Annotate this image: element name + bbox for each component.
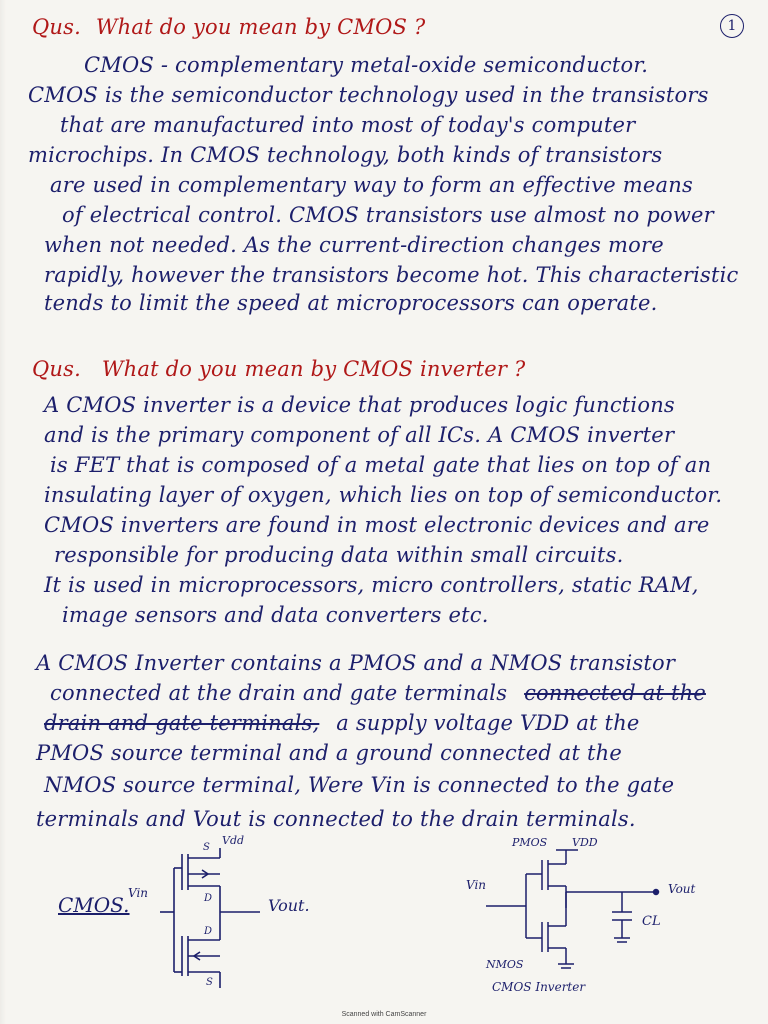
s1-line-7: rapidly, however the transistors become hot. This characteristic xyxy=(44,263,739,287)
s1-line-0: CMOS - complementary metal-oxide semiconductor. xyxy=(84,53,649,77)
s1-line-2: that are manufactured into most of today's computer xyxy=(60,113,636,137)
s2-line-4: CMOS inverters are found in most electronic devices and are xyxy=(44,513,710,537)
left-diagram-d-bottom: D xyxy=(204,926,213,937)
s2-p2-line-2-struck: drain and gate terminals, xyxy=(44,711,320,735)
s1-line-8: tends to limit the speed at microprocessors can operate. xyxy=(44,291,658,315)
s2-p2-line-1-struck: connected at the xyxy=(524,681,706,705)
s2-p2-line-5: terminals and Vout is connected to the drain terminals. xyxy=(36,807,636,831)
right-diagram-vout: Vout xyxy=(668,882,696,896)
right-diagram-vin: Vin xyxy=(466,878,487,892)
s2-p2-line-1 xyxy=(50,680,750,706)
question-2 xyxy=(32,356,750,382)
right-diagram-vdd: VDD xyxy=(572,836,598,849)
s2-p2-line-2 xyxy=(44,710,750,736)
s1-line-1: CMOS is the semiconductor technology used in the transistors xyxy=(28,83,709,107)
right-diagram-nmos: NMOS xyxy=(486,958,524,971)
right-diagram-caption: CMOS Inverter xyxy=(492,980,586,994)
s1-line-4: are used in complementary way to form an effective means xyxy=(50,173,693,197)
s1-line-5: of electrical control. CMOS transistors use almost no power xyxy=(62,203,714,227)
s1-line-6: when not needed. As the current-direction changes more xyxy=(44,233,664,257)
right-cmos-schematic xyxy=(486,846,666,976)
question-1-text: What do you mean by CMOS ? xyxy=(95,15,426,39)
s2-p2-line-1a: connected at the drain and gate terminals xyxy=(50,681,508,705)
question-1 xyxy=(32,14,750,40)
s2-line-6: It is used in microprocessors, micro controllers, static RAM, xyxy=(44,573,699,597)
s2-line-3: insulating layer of oxygen, which lies on top of semiconductor. xyxy=(44,483,723,507)
question-1-label: Qus. xyxy=(32,15,81,39)
s2-line-2: is FET that is composed of a metal gate that lies on top of an xyxy=(50,453,712,477)
left-diagram-title: CMOS. xyxy=(58,893,130,917)
left-diagram-d-top: D xyxy=(204,893,213,904)
s2-line-1: and is the primary component of all ICs. A CMOS inverter xyxy=(44,423,675,447)
left-diagram-s-top: S xyxy=(203,842,210,853)
question-2-text: What do you mean by CMOS inverter ? xyxy=(101,357,526,381)
s2-line-5: responsible for producing data within small circuits. xyxy=(54,543,624,567)
left-cmos-schematic xyxy=(160,840,280,1000)
page-number: 1 xyxy=(720,14,744,38)
left-diagram-vin: Vin xyxy=(128,886,149,900)
left-diagram-vdd: Vdd xyxy=(222,834,245,847)
right-diagram-cl: CL xyxy=(642,914,661,929)
s2-p2-line-0: A CMOS Inverter contains a PMOS and a NMOS transistor xyxy=(36,651,676,675)
question-2-label: Qus. xyxy=(32,357,81,381)
scanner-watermark: Scanned with CamScanner xyxy=(341,1011,427,1018)
s1-line-3: microchips. In CMOS technology, both kinds of transistors xyxy=(28,143,663,167)
left-diagram-vout: Vout. xyxy=(268,896,310,915)
right-diagram-pmos: PMOS xyxy=(512,836,548,849)
s2-p2-line-2b: a supply voltage VDD at the xyxy=(336,711,640,735)
s2-line-0: A CMOS inverter is a device that produces logic functions xyxy=(44,393,675,417)
s2-line-7: image sensors and data converters etc. xyxy=(62,603,489,627)
left-diagram-s-bottom: S xyxy=(206,977,213,988)
s2-p2-line-4: NMOS source terminal, Were Vin is connected to the gate xyxy=(44,773,675,797)
s2-p2-line-3: PMOS source terminal and a ground connected at the xyxy=(36,741,623,765)
